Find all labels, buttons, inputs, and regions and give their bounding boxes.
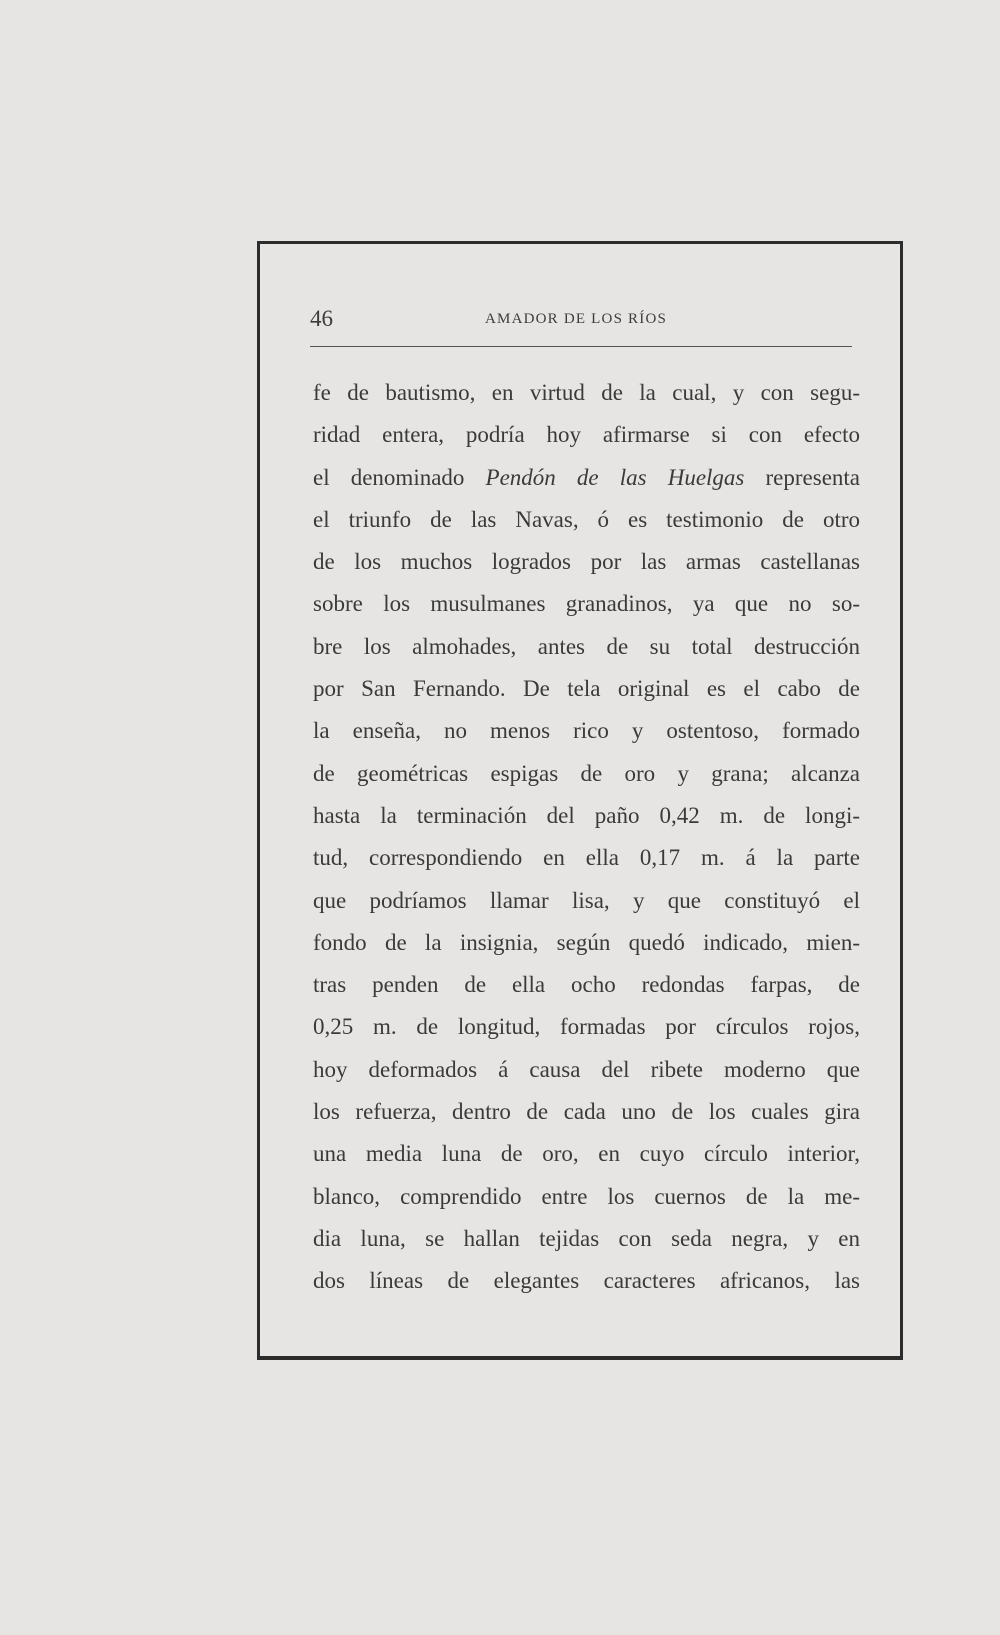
text-line: dos líneas de elegantes caracteres africanos, las <box>313 1268 860 1294</box>
text-line: de geométricas espigas de oro y grana; alcanza <box>313 760 860 786</box>
text-line: los refuerza, dentro de cada uno de los cuales gira <box>313 1099 860 1125</box>
text-line: blanco, comprendido entre los cuernos de la me- <box>313 1183 860 1209</box>
text-line: 0,25 m. de longitud, formadas por círculos rojos, <box>313 1014 860 1040</box>
page-number: 46 <box>310 306 333 331</box>
text-line: sobre los musulmanes granadinos, ya que no so- <box>313 591 860 617</box>
text-line: de los muchos logrados por las armas castellanas <box>313 549 860 575</box>
text-line: fondo de la insignia, según quedó indicado, mien- <box>313 929 860 955</box>
text-segment: el denominado <box>313 464 486 490</box>
header-rule <box>310 346 852 347</box>
text-line: por San Fernando. De tela original es el cabo de <box>313 676 860 702</box>
body-text <box>313 372 860 1303</box>
text-line: que podríamos llamar lisa, y que constituyó el <box>313 887 860 913</box>
text-line: la enseña, no menos rico y ostentoso, formado <box>313 718 860 744</box>
text-line: tras penden de ella ocho redondas farpas, de <box>313 972 860 998</box>
text-line: ridad entera, podría hoy afirmarse si con efecto <box>313 422 860 448</box>
text-line: el triunfo de las Navas, ó es testimonio de otro <box>313 506 860 532</box>
text-line: hoy deformados á causa del ribete moderno que <box>313 1056 860 1082</box>
italic-title: Pendón de las Huelgas <box>485 464 745 490</box>
text-line <box>313 457 860 499</box>
running-head <box>310 306 850 336</box>
text-line: bre los almohades, antes de su total destrucción <box>313 633 860 659</box>
text-line: dia luna, se hallan tejidas con seda negra, y en <box>313 1225 860 1251</box>
running-title: AMADOR DE LOS RÍOS <box>485 311 668 327</box>
text-line: una media luna de oro, en cuyo círculo interior, <box>313 1141 860 1167</box>
text-line: tud, correspondiendo en ella 0,17 m. á la parte <box>313 845 860 871</box>
text-line: hasta la terminación del paño 0,42 m. de longi- <box>313 802 860 828</box>
text-segment: representa <box>744 464 861 490</box>
text-line: fe de bautismo, en virtud de la cual, y con segu- <box>313 380 860 405</box>
